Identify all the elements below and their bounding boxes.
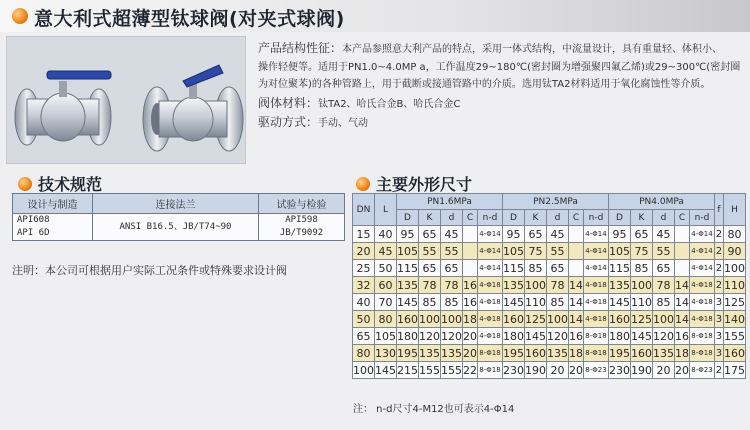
sub-header: C [463, 210, 478, 226]
table-cell: 14 [569, 278, 583, 292]
table-cell: 105 [609, 244, 630, 258]
table-cell: 65 [653, 260, 675, 277]
table-cell: 4-Φ14 [584, 260, 609, 277]
table-cell: 155 [723, 329, 745, 343]
table-cell: 195 [397, 346, 418, 360]
table-cell [675, 243, 690, 260]
page-title: 意大利式超薄型钛球阀(对夹式球阀) [34, 8, 345, 30]
table-cell: 110 [525, 295, 546, 309]
table-cell [569, 226, 584, 243]
group-pn16: PN1.6MPa [397, 194, 503, 210]
structure-text-3: 为对位聚苯)的各种管路上，用于截断或接通管路中的介质。选用钛TA2材料适用于氧化腐蚀性等介质。 [258, 79, 711, 90]
table-cell: 8-Φ18 [478, 345, 503, 362]
product-description [258, 40, 746, 133]
col-h: H [723, 194, 745, 226]
sub-header: d [547, 210, 569, 226]
table-cell: 190 [631, 363, 652, 377]
table-cell: 100 [723, 261, 745, 275]
test-standards [259, 214, 345, 241]
table-cell: 180 [609, 329, 630, 343]
table-cell: 160 [723, 346, 745, 360]
table-cell: 120 [547, 329, 568, 343]
bullet-icon [356, 177, 370, 191]
flange-standard: ANSI B16.5、JB/T74~90 [93, 214, 259, 241]
table-cell: 115 [503, 261, 524, 275]
table-cell: 78 [547, 277, 569, 294]
table-cell: 20 [547, 362, 569, 379]
table-cell: 2 [715, 226, 724, 243]
table-cell: 100 [525, 278, 546, 292]
table-row [353, 277, 746, 294]
sub-header: C [675, 210, 690, 226]
sub-header: C [569, 210, 584, 226]
table-row [353, 260, 746, 277]
table-cell: 85 [419, 294, 441, 311]
table-cell: 195 [609, 346, 630, 360]
table-row [353, 345, 746, 362]
table-cell: 3 [715, 294, 724, 311]
table-cell: 8-Φ18 [584, 328, 609, 345]
table-cell: 78 [653, 277, 675, 294]
table-cell: 4-Φ18 [690, 294, 715, 311]
table-cell: 4-Φ14 [584, 243, 609, 260]
drive-text: 手动、气动 [318, 118, 369, 129]
table-cell: 65 [419, 260, 441, 277]
test-standard: JB/T9092 [279, 228, 324, 238]
table-cell: 16 [463, 295, 477, 309]
table-cell: 115 [609, 261, 630, 275]
table-cell: 130 [375, 346, 396, 360]
structure-text: 本产品参照意大利产品的特点，采用一体式结构，中流量设计，具有重量轻、体积小、 [342, 44, 723, 55]
product-photo [6, 36, 246, 164]
table-cell: 65 [353, 328, 375, 345]
table-cell: 16 [675, 329, 689, 343]
table-cell: 4-Φ18 [478, 311, 503, 328]
sub-header: d [441, 210, 463, 226]
col-l: L [375, 194, 397, 226]
tech-spec-note: 注明：本公司可根据用户实际工况条件或特殊要求设计阀 [12, 264, 287, 277]
drive-label: 驱动方式： [258, 115, 319, 129]
table-cell: 4-Φ18 [584, 311, 609, 328]
design-standards [13, 214, 93, 241]
table-cell: 100 [441, 312, 462, 326]
table-cell: 85 [441, 294, 463, 311]
table-cell: 55 [441, 243, 463, 260]
table-cell: 145 [525, 329, 546, 343]
table-cell: 8-Φ18 [584, 345, 609, 362]
test-standard: API598 [285, 215, 318, 225]
table-cell: 120 [441, 329, 462, 343]
table-row [353, 294, 746, 311]
table-cell: 25 [353, 260, 375, 277]
table-cell: 95 [609, 226, 631, 243]
tech-spec-heading [18, 172, 102, 195]
table-cell: 20 [653, 362, 675, 379]
table-cell: 135 [441, 346, 462, 360]
table-cell: 175 [723, 363, 745, 377]
sub-header: n-d [584, 210, 609, 226]
table-cell: 70 [375, 294, 397, 311]
header-flange: 连接法兰 [93, 194, 259, 214]
table-cell: 22 [463, 363, 477, 377]
table-cell: 135 [419, 346, 440, 360]
sub-header: D [397, 210, 419, 226]
table-cell: 14 [675, 295, 689, 309]
table-cell: 4-Φ18 [478, 277, 503, 294]
table-cell: 135 [503, 278, 524, 292]
table-cell: 110 [631, 295, 652, 309]
table-cell: 180 [397, 329, 418, 343]
table-row [353, 226, 746, 243]
table-cell: 125 [631, 312, 652, 326]
table-cell: 8-Φ18 [690, 345, 715, 362]
table-cell: 4-Φ14 [478, 243, 503, 260]
table-cell: 160 [631, 346, 652, 360]
sub-header: n-d [690, 210, 715, 226]
table-cell: 95 [503, 226, 525, 243]
table-cell: 50 [375, 260, 397, 277]
table-cell: 16 [463, 278, 477, 292]
tech-spec-table [12, 193, 345, 241]
table-cell [675, 260, 690, 277]
table-cell: 155 [441, 363, 462, 377]
bullet-icon [12, 8, 28, 24]
table-cell: 85 [547, 294, 569, 311]
table-cell: 4-Φ14 [690, 260, 715, 277]
material-label: 阀体材料： [258, 95, 319, 110]
dimensions-heading [356, 172, 472, 195]
table-cell: 3 [715, 328, 724, 345]
table-cell: 3 [715, 345, 724, 362]
table-cell: 18 [463, 312, 477, 326]
sub-header: D [609, 210, 631, 226]
sub-header: D [503, 210, 525, 226]
sub-header: K [631, 210, 653, 226]
table-cell: 4-Φ18 [690, 311, 715, 328]
table-cell: 145 [609, 295, 630, 309]
table-cell: 100 [653, 312, 674, 326]
table-cell: 120 [419, 329, 440, 343]
title-bar [0, 0, 750, 32]
design-standard: API 6D [17, 228, 50, 238]
tech-spec-title: 技术规范 [38, 175, 103, 194]
table-cell: 8-Φ18 [690, 328, 715, 345]
table-cell: 40 [375, 226, 397, 243]
table-cell [675, 226, 690, 243]
table-cell: 80 [375, 311, 397, 328]
table-cell: 45 [375, 243, 397, 260]
table-cell: 105 [397, 244, 418, 258]
col-dn: DN [353, 194, 375, 226]
table-cell: 65 [525, 226, 547, 243]
sub-header: K [525, 210, 547, 226]
table-cell: 40 [353, 294, 375, 311]
table-cell: 230 [609, 363, 630, 377]
structure-label: 产品结构性征： [258, 41, 343, 55]
sub-header: d [653, 210, 675, 226]
sub-header: K [419, 210, 441, 226]
table-row [353, 243, 746, 260]
table-cell: 45 [441, 226, 463, 243]
table-cell [463, 260, 478, 277]
table-cell: 20 [353, 243, 375, 260]
design-standard: API608 [17, 215, 50, 225]
table-cell: 14 [569, 295, 583, 309]
table-cell: 145 [375, 363, 396, 377]
table-cell: 32 [353, 277, 375, 294]
table-cell [463, 243, 478, 260]
table-cell: 8-Φ23 [690, 362, 715, 379]
table-cell: 160 [503, 312, 524, 326]
table-cell: 80 [723, 226, 745, 243]
table-cell: 180 [503, 329, 524, 343]
table-cell: 75 [631, 243, 653, 260]
dimensions-table [352, 193, 746, 379]
table-cell: 50 [353, 311, 375, 328]
table-cell: 100 [631, 278, 652, 292]
table-cell: 4-Φ18 [478, 294, 503, 311]
table-cell: 78 [441, 277, 463, 294]
table-cell: 60 [375, 277, 397, 294]
table-row [353, 311, 746, 328]
table-cell: 3 [715, 311, 724, 328]
header-design: 设计与制造 [13, 194, 93, 214]
table-cell: 16 [569, 329, 583, 343]
table-cell: 95 [397, 226, 419, 243]
table-cell: 15 [353, 226, 375, 243]
table-cell: 135 [653, 346, 674, 360]
table-cell: 8-Φ18 [478, 362, 503, 379]
table-cell: 20 [675, 363, 689, 377]
table-cell: 4-Φ14 [690, 243, 715, 260]
table-cell: 4-Φ14 [478, 226, 503, 243]
table-cell: 20 [569, 363, 583, 377]
table-cell: 55 [419, 243, 441, 260]
table-cell: 4-Φ14 [584, 226, 609, 243]
table-row [353, 362, 746, 379]
table-cell: 195 [503, 346, 524, 360]
col-f: f [715, 194, 724, 226]
table-cell: 45 [653, 226, 675, 243]
table-cell: 190 [525, 363, 546, 377]
table-cell: 105 [503, 244, 524, 258]
table-cell: 100 [547, 312, 568, 326]
table-cell: 65 [419, 226, 441, 243]
table-cell: 14 [675, 278, 689, 292]
table-cell: 65 [547, 260, 569, 277]
table-cell: 4-Φ14 [478, 260, 503, 277]
group-pn40: PN4.0MPa [609, 194, 715, 210]
table-cell: 125 [525, 312, 546, 326]
table-cell: 14 [675, 312, 689, 326]
table-cell: 18 [569, 346, 583, 360]
table-cell: 155 [419, 363, 440, 377]
table-cell: 4-Φ18 [478, 328, 503, 345]
table-cell: 55 [547, 243, 569, 260]
table-cell: 45 [547, 226, 569, 243]
table-cell: 2 [715, 260, 724, 277]
table-cell: 145 [631, 329, 652, 343]
table-cell: 125 [723, 295, 745, 309]
table-cell: 65 [441, 260, 463, 277]
table-cell: 2 [715, 277, 724, 294]
table-row [353, 328, 746, 345]
table-cell: 18 [675, 346, 689, 360]
table-cell: 2 [715, 243, 724, 260]
table-cell: 2 [715, 362, 724, 379]
table-cell: 85 [525, 260, 547, 277]
dimensions-note: 注： n-d尺寸4-M12也可表示4-Φ14 [353, 404, 515, 415]
ball-valve-illustration [7, 37, 246, 164]
table-cell: 75 [525, 243, 547, 260]
dimensions-title: 主要外形尺寸 [376, 175, 473, 194]
table-cell: 4-Φ14 [690, 226, 715, 243]
structure-text-2: 操作轻便等。适用于PN1.0~4.0MP a，工作温度29~180℃(密封圈为增强聚四氟乙烯)或29~300℃(密封圈 [258, 61, 741, 73]
table-cell: 4-Φ18 [584, 277, 609, 294]
table-cell: 100 [353, 363, 374, 377]
table-cell: 230 [503, 363, 524, 377]
table-cell: 85 [631, 260, 653, 277]
table-cell: 80 [353, 345, 375, 362]
table-cell: 120 [653, 329, 674, 343]
sub-header: n-d [478, 210, 503, 226]
table-cell: 20 [463, 346, 477, 360]
table-cell: 160 [609, 312, 630, 326]
table-cell: 145 [397, 295, 418, 309]
table-cell: 65 [631, 226, 653, 243]
table-cell: 140 [723, 312, 745, 326]
group-pn25: PN2.5MPa [503, 194, 609, 210]
table-cell: 145 [503, 295, 524, 309]
table-cell: 215 [397, 363, 418, 377]
table-cell: 90 [723, 243, 745, 260]
table-cell: 105 [375, 329, 396, 343]
table-cell: 135 [547, 346, 568, 360]
table-cell: 8-Φ23 [584, 362, 609, 379]
table-cell: 85 [653, 294, 675, 311]
table-cell: 14 [569, 312, 583, 326]
bullet-icon [18, 177, 32, 191]
table-cell: 4-Φ18 [690, 277, 715, 294]
table-cell [569, 243, 584, 260]
material-text: 钛TA2、哈氏合金B、哈氏合金C [318, 98, 461, 110]
table-cell: 115 [397, 261, 418, 275]
header-test: 试验与检验 [259, 194, 345, 214]
table-cell: 78 [419, 277, 441, 294]
table-cell: 100 [419, 312, 440, 326]
table-cell: 160 [397, 312, 418, 326]
table-cell: 135 [397, 278, 418, 292]
table-cell [569, 260, 584, 277]
table-cell: 160 [525, 346, 546, 360]
table-cell [463, 226, 478, 243]
table-cell: 55 [653, 243, 675, 260]
table-cell: 135 [609, 278, 630, 292]
table-cell: 4-Φ18 [584, 294, 609, 311]
table-cell: 20 [463, 329, 477, 343]
table-cell: 110 [723, 278, 745, 292]
